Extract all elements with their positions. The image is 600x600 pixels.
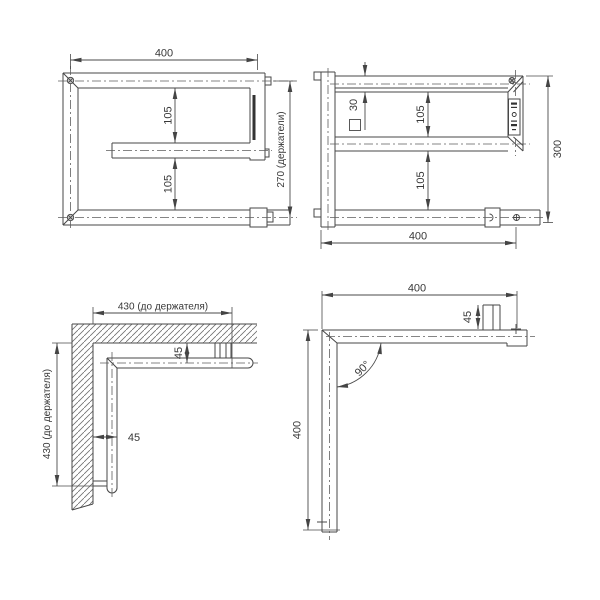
corner-view (42, 302, 258, 511)
side-view-outline (314, 72, 540, 227)
dim-label: 400 (291, 420, 304, 440)
wall-anchor-bottom (314, 209, 321, 217)
dim-label: 105 (162, 174, 175, 194)
wall-anchor-top (314, 72, 321, 80)
wall-edges (72, 324, 257, 510)
dim-label: 430 (до держателя) (42, 368, 53, 460)
dim-label: 270 (держатели) (276, 111, 287, 188)
front-view-outline (63, 73, 290, 225)
heater-element-stripe (253, 95, 256, 140)
dim-side-gap-bottom (415, 151, 428, 210)
dim-label: 45 (173, 346, 185, 360)
bracket-outline (322, 305, 527, 532)
dim-label: 105 (415, 171, 427, 190)
tube-outline (93, 343, 253, 493)
dim-label: 400 (407, 282, 427, 295)
dim-bracket-angle (337, 343, 381, 387)
dim-bracket-height (292, 330, 341, 530)
square-profile-symbol (350, 120, 361, 131)
dim-label: 30 (348, 98, 360, 112)
dim-label: 45 (462, 310, 474, 324)
dim-label: 300 (552, 139, 564, 159)
screw-icon (509, 78, 515, 84)
dim-bracket-offset (462, 305, 478, 329)
side-view (314, 62, 564, 249)
bracket-centerlines (326, 332, 535, 540)
dim-front-holders-span (273, 81, 296, 218)
corner-view-centerlines (100, 352, 258, 498)
screw-icon (513, 214, 520, 221)
dim-label: 430 (до держателя) (117, 301, 209, 313)
front-view (58, 48, 297, 232)
dim-label: 105 (162, 106, 175, 125)
screw-icon (67, 77, 73, 83)
dim-label: 400 (408, 230, 428, 243)
dim-side-tube-size (348, 62, 365, 131)
dim-label: 45 (127, 432, 141, 444)
product-label (509, 99, 521, 135)
dim-label: 400 (154, 47, 174, 60)
dim-side-width (321, 227, 516, 249)
dim-side-gap-top (415, 92, 428, 137)
bracket-view (292, 283, 536, 541)
wall-section-hatch (72, 324, 257, 510)
dim-bracket-width (322, 283, 517, 330)
dim-front-gap-top (163, 88, 176, 143)
dim-label: 105 (415, 105, 427, 124)
dim-front-width (71, 48, 258, 71)
dim-front-gap-bottom (163, 158, 176, 210)
screw-icon (67, 214, 73, 220)
screw-hole-cross (317, 324, 521, 527)
dim-side-height (526, 76, 564, 223)
dim-corner-offset-top (173, 343, 187, 363)
holder-stub (267, 212, 273, 222)
dim-label: 90° (352, 358, 374, 380)
front-view-centerlines (58, 66, 297, 231)
